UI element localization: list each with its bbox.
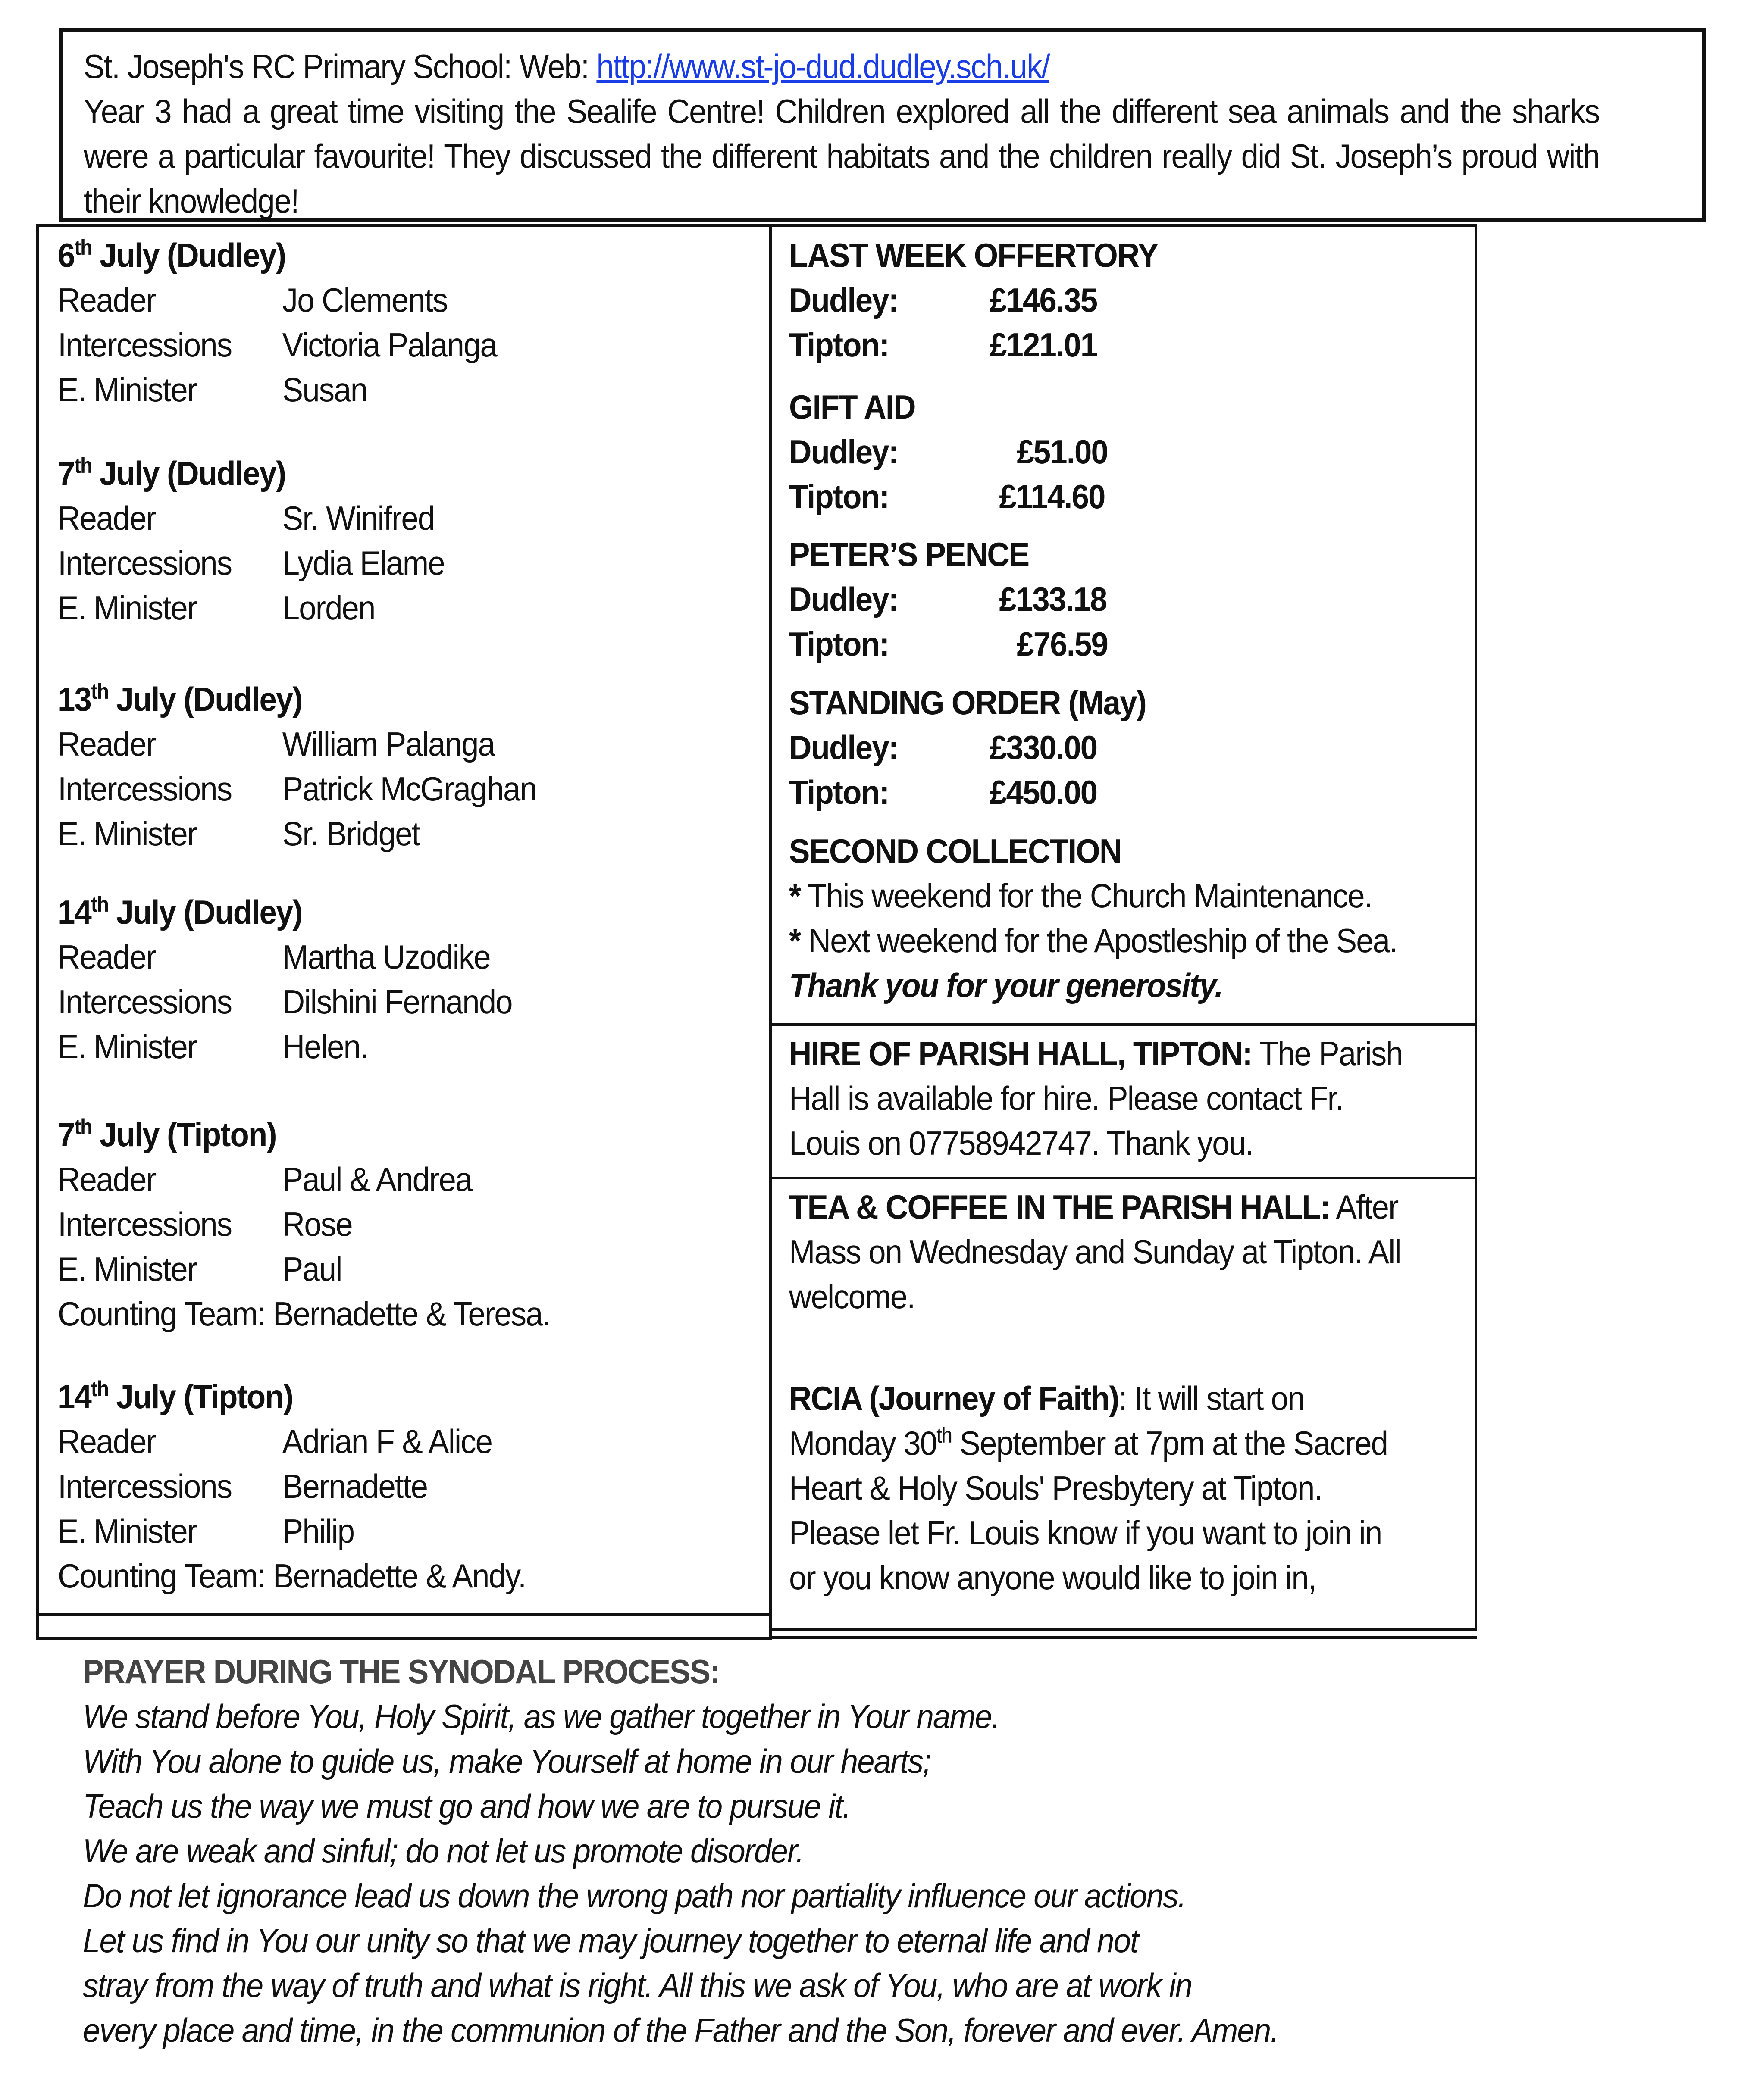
rota-row: Reader Jo Clements xyxy=(58,281,448,319)
tea-coffee-box xyxy=(769,1177,1477,1631)
rcia-heading: RCIA (Journey of Faith) xyxy=(789,1379,1119,1417)
rota-block xyxy=(58,451,699,630)
rota-row: E. Minister Paul xyxy=(58,1250,342,1288)
giftaid-section xyxy=(789,384,1422,519)
tea-coffee-text: TEA & COFFEE IN THE PARISH HALL: After Mass on Wednesday and Sunday at Tipton. All welcome. xyxy=(789,1188,1401,1316)
offertory-row: Tipton: £114.60 xyxy=(789,478,1105,516)
prayer-line: Let us find in You our unity so that we may journey together to eternal life and not xyxy=(83,1922,1138,1959)
school-label: St. Joseph's RC Primary School: Web: xyxy=(84,47,597,85)
school-website-link[interactable]: http://www.st-jo-dud.dudley.sch.uk/ xyxy=(596,47,1049,85)
school-web-line xyxy=(84,44,1511,89)
prayer-line: Do not let ignorance lead us down the wrong path nor partiality influence our actions. xyxy=(83,1877,1186,1915)
rota-block xyxy=(58,1112,699,1336)
prayer-line: We are weak and sinful; do not let us promote disorder. xyxy=(83,1832,804,1870)
rota-row: Intercessions Bernadette xyxy=(58,1467,428,1505)
ministry-rota-box xyxy=(36,224,772,1640)
counting-team: Counting Team: Bernadette & Andy. xyxy=(58,1557,526,1595)
rota-date-heading: 13th July (Dudley) xyxy=(58,679,302,718)
rota-row: Reader William Palanga xyxy=(58,725,495,763)
rota-row: Reader Martha Uzodike xyxy=(58,938,490,976)
prayer-title: PRAYER DURING THE SYNODAL PROCESS: xyxy=(83,1653,720,1691)
peters-pence-section xyxy=(789,532,1422,666)
rota-row: E. Minister Sr. Bridget xyxy=(58,815,420,853)
second-collection-line: * Next weekend for the Apostleship of the Sea. xyxy=(789,922,1397,959)
rcia-text: RCIA (Journey of Faith): It will start on Monday 30th September at 7pm at the Sacred Heart & Holy Souls' Presbytery at Tipton. Please let Fr. Louis know if you want to join in or you know anyone would like to join in, xyxy=(789,1379,1388,1597)
divider xyxy=(769,1636,1477,1639)
offertory-box xyxy=(769,224,1477,1026)
offertory-section xyxy=(789,233,1422,367)
divider xyxy=(39,1613,769,1616)
prayer-line: Teach us the way we must go and how we are to pursue it. xyxy=(83,1787,851,1825)
rota-row: Intercessions Patrick McGraghan xyxy=(58,770,537,808)
offertory-row: Tipton: £121.01 xyxy=(789,326,1097,364)
prayer-line: With You alone to guide us, make Yourself at home in our hearts; xyxy=(83,1742,931,1780)
rota-row: E. Minister Lorden xyxy=(58,589,375,627)
offertory-row: Tipton: £76.59 xyxy=(789,625,1108,663)
hire-heading: HIRE OF PARISH HALL, TIPTON: xyxy=(789,1034,1252,1072)
rota-row: Reader Paul & Andrea xyxy=(58,1160,472,1198)
school-news-text: Year 3 had a great time visiting the Sealife Centre! Children explored all the different sea animals and the sharks were a particular favourite! They discussed the different habitats and the children really did St. Joseph’s proud with their knowledge! xyxy=(84,92,1600,220)
school-notice-box xyxy=(59,28,1706,222)
rota-row: Intercessions Lydia Elame xyxy=(58,544,445,582)
hire-hall-box xyxy=(769,1023,1477,1179)
thanks-text: Thank you for your generosity. xyxy=(789,966,1223,1004)
rota-row: Intercessions Victoria Palanga xyxy=(58,326,497,364)
rota-date-heading: 7th July (Dudley) xyxy=(58,453,286,492)
rota-row: Intercessions Dilshini Fernando xyxy=(58,983,512,1021)
offertory-row: Dudley: £146.35 xyxy=(789,281,1097,319)
rota-date-heading: 14th July (Dudley) xyxy=(58,892,302,931)
counting-team: Counting Team: Bernadette & Teresa. xyxy=(58,1295,550,1333)
rota-row: Reader Sr. Winifred xyxy=(58,499,435,537)
rota-row: Reader Adrian F & Alice xyxy=(58,1422,492,1460)
second-collection-heading: SECOND COLLECTION xyxy=(789,832,1121,870)
prayer-line: We stand before You, Holy Spirit, as we gather together in Your name. xyxy=(83,1697,999,1735)
hire-hall-text: HIRE OF PARISH HALL, TIPTON: The Parish Hall is available for hire. Please contact Fr. Louis on 07758942747. Thank you. xyxy=(789,1034,1403,1162)
rota-block xyxy=(58,1374,699,1598)
rota-block xyxy=(58,677,699,856)
standing-order-heading: STANDING ORDER (May) xyxy=(789,684,1146,722)
offertory-row: Dudley: £330.00 xyxy=(789,728,1097,766)
peters-pence-heading: PETER’S PENCE xyxy=(789,535,1029,573)
prayer-line: stray from the way of truth and what is right. All this we ask of You, who are at work in xyxy=(83,1966,1192,2004)
offertory-row: Dudley: £51.00 xyxy=(789,433,1108,471)
rota-row: E. Minister Philip xyxy=(58,1512,354,1550)
offertory-heading: LAST WEEK OFFERTORY xyxy=(789,236,1158,274)
second-collection-line: * This weekend for the Church Maintenance. xyxy=(789,877,1372,915)
standing-order-section xyxy=(789,680,1422,815)
giftaid-heading: GIFT AID xyxy=(789,388,915,426)
prayer-line: every place and time, in the communion of the Father and the Son, forever and ever. Amen. xyxy=(83,2011,1278,2049)
rota-row: E. Minister Helen. xyxy=(58,1028,368,1066)
rota-row: E. Minister Susan xyxy=(58,371,367,409)
rota-date-heading: 7th July (Tipton) xyxy=(58,1115,276,1153)
rota-date-heading: 6th July (Dudley) xyxy=(58,235,286,274)
rota-block xyxy=(58,890,699,1069)
offertory-row: Tipton: £450.00 xyxy=(789,773,1097,811)
tea-heading: TEA & COFFEE IN THE PARISH HALL: xyxy=(789,1188,1330,1226)
rota-date-heading: 14th July (Tipton) xyxy=(58,1377,293,1416)
offertory-row: Dudley: £133.18 xyxy=(789,580,1107,618)
rota-block xyxy=(58,233,699,412)
second-collection-section xyxy=(789,828,1422,1008)
synodal-prayer xyxy=(83,1649,1446,2053)
rota-row: Intercessions Rose xyxy=(58,1205,352,1243)
